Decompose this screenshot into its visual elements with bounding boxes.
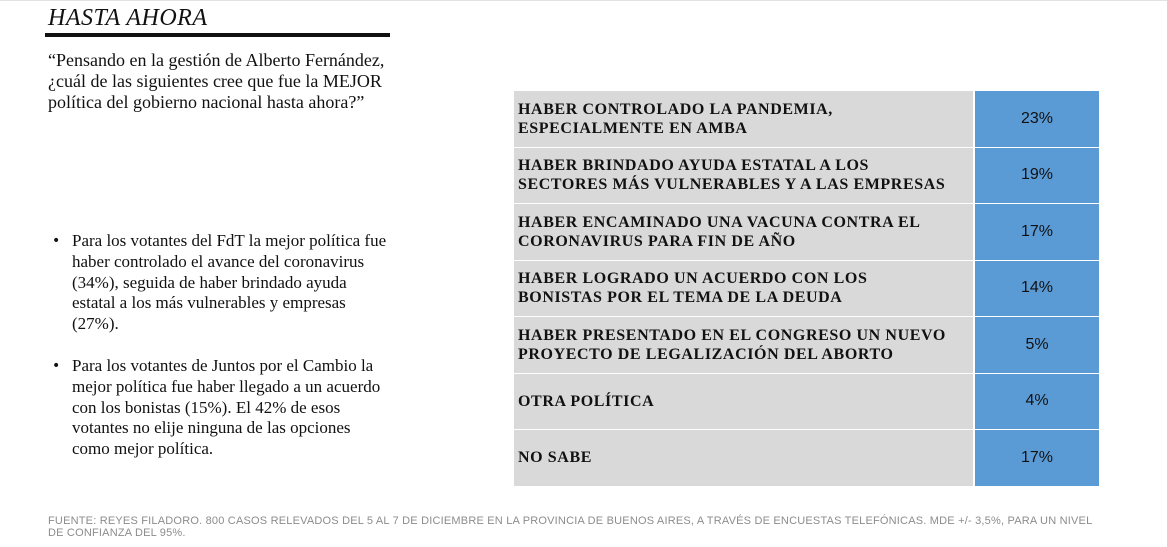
row-value: 19% — [975, 148, 1099, 204]
table-row — [514, 317, 1099, 374]
row-label: HABER BRINDADO AYUDA ESTATAL A LOS SECTORES MÁS VULNERABLES Y A LAS EMPRESAS — [514, 148, 973, 204]
insight-text: Para los votantes del FdT la mejor política fue haber controlado el avance del coronavirus (34%), seguida de haber brindado ayuda estatal a los más vulnerables y empresas (27%). — [72, 231, 387, 334]
insight-item-fdt — [52, 231, 392, 335]
row-label: HABER CONTROLADO LA PANDEMIA, ESPECIALMENTE EN AMBA — [514, 91, 973, 147]
table-row — [514, 374, 1099, 431]
table-row — [514, 261, 1099, 318]
row-value: 14% — [975, 261, 1099, 317]
insight-text: Para los votantes de Juntos por el Cambio la mejor política fue haber llegado a un acuerdo con los bonistas (15%). El 42% de esos votantes no elije ninguna de las opciones como mejor política. — [72, 355, 381, 459]
table-row — [514, 430, 1099, 487]
table-row — [514, 204, 1099, 261]
row-value: 5% — [975, 317, 1099, 373]
bullet-icon: • — [52, 233, 61, 249]
survey-question: “Pensando en la gestión de Alberto Fernández, ¿cuál de las siguientes cree que fue la MEJOR política del gobierno nacional hasta ahora?” — [48, 50, 385, 112]
table-row — [514, 148, 1099, 205]
row-value: 23% — [975, 91, 1099, 147]
page-title: HASTA AHORA — [48, 5, 208, 31]
insight-item-jxc — [52, 356, 392, 460]
row-label: HABER ENCAMINADO UNA VACUNA CONTRA EL CORONAVIRUS PARA FIN DE AÑO — [514, 204, 973, 260]
source-footnote: FUENTE: REYES FILADORO. 800 CASOS RELEVADOS DEL 5 AL 7 DE DICIEMBRE EN LA PROVINCIA DE BUENOS AIRES, A TRAVÉS DE ENCUESTAS TELEFÓNICAS. MDE +/- 3,5%, PARA UN NIVEL DE CONFIANZA DEL 95%. — [48, 515, 1092, 539]
row-value: 4% — [975, 374, 1099, 430]
results-table — [514, 91, 1099, 487]
top-divider — [0, 0, 1167, 1]
title-underline — [45, 33, 390, 37]
table-row — [514, 91, 1099, 148]
row-value: 17% — [975, 204, 1099, 260]
row-label: NO SABE — [514, 430, 973, 486]
row-value: 17% — [975, 430, 1099, 486]
row-label: HABER LOGRADO UN ACUERDO CON LOS BONISTAS POR EL TEMA DE LA DEUDA — [514, 261, 973, 317]
insights-list — [52, 231, 392, 481]
row-label: OTRA POLÍTICA — [514, 374, 973, 430]
bullet-icon: • — [52, 357, 61, 374]
row-label: HABER PRESENTADO EN EL CONGRESO UN NUEVO PROYECTO DE LEGALIZACIÓN DEL ABORTO — [514, 317, 973, 373]
